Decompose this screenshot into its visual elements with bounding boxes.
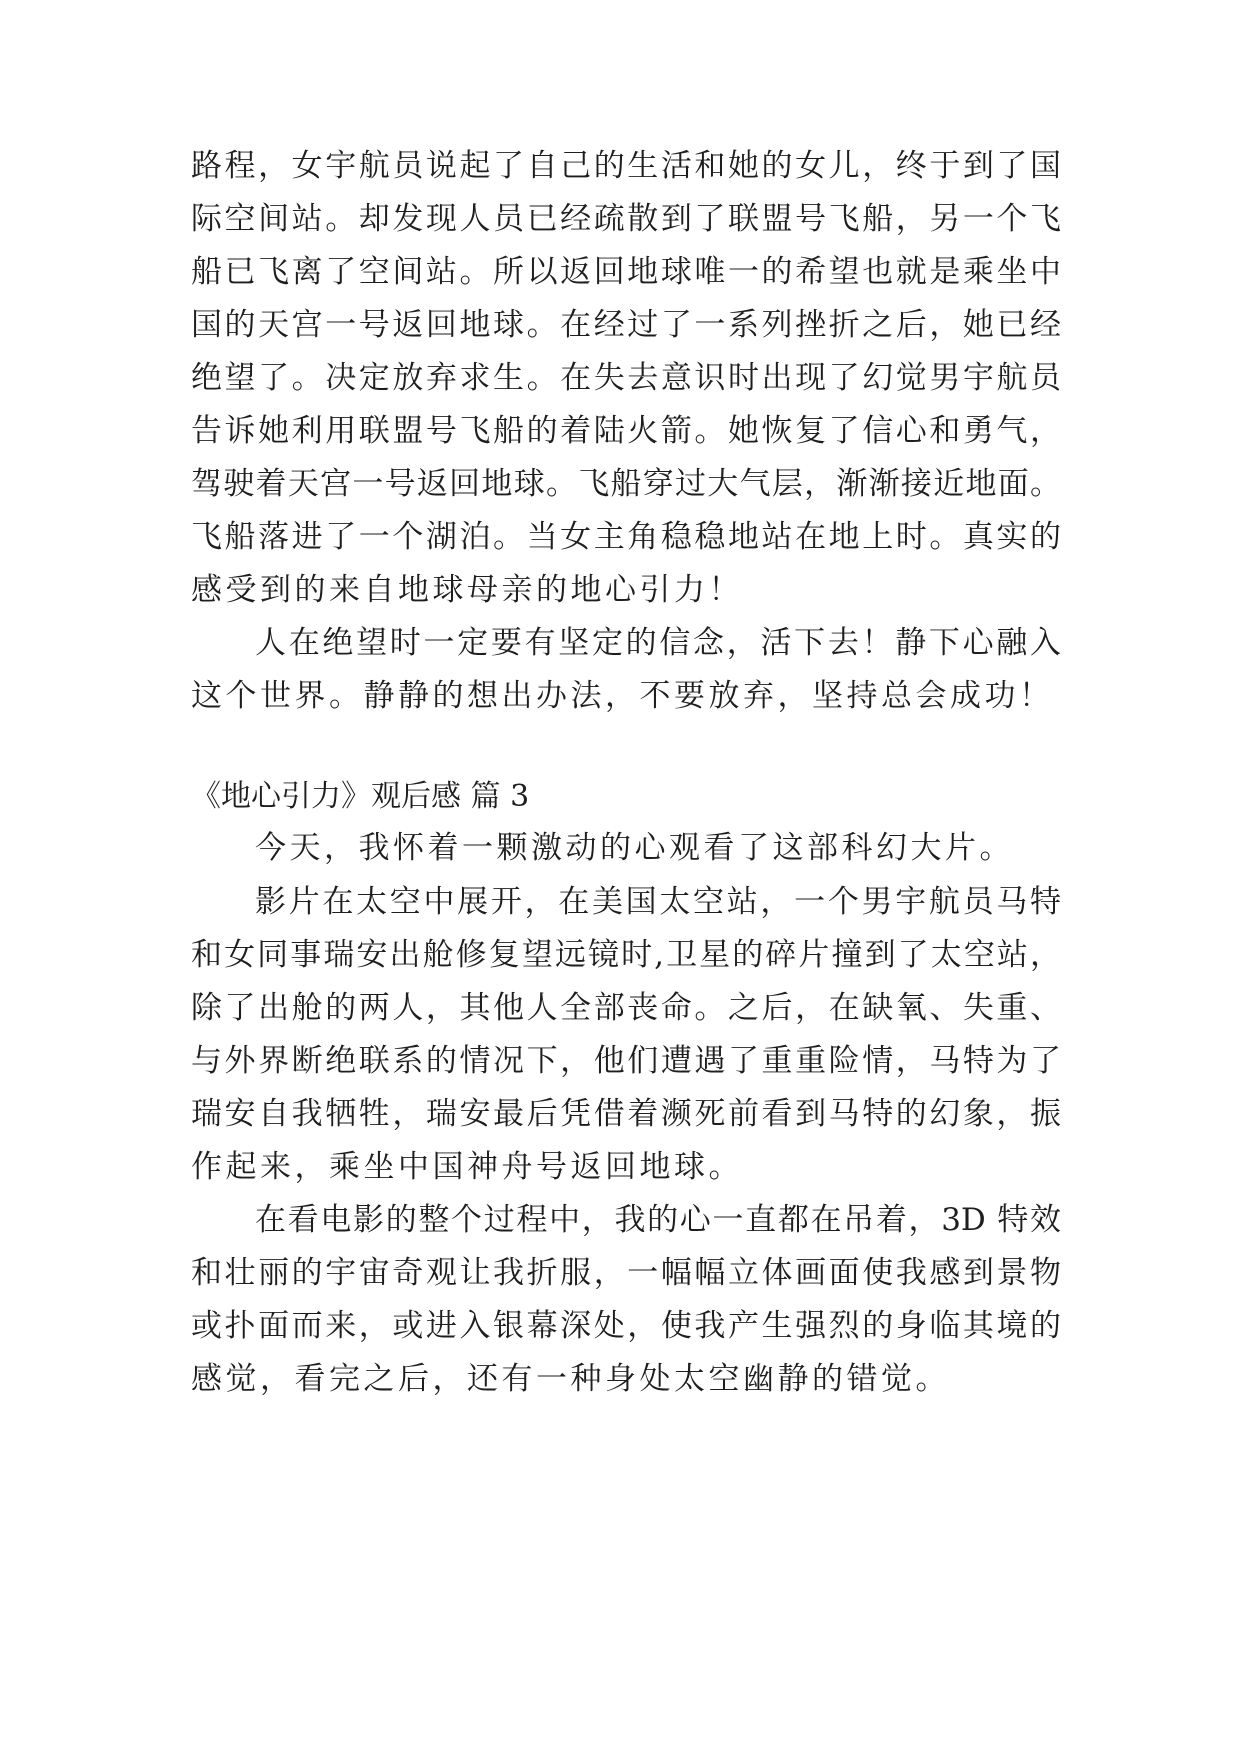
text-line: 际空间站。却发现人员已经疏散到了联盟号飞船，另一个飞: [191, 201, 1061, 237]
text-line: 和女同事瑞安出舱修复望远镜时,卫星的碎片撞到了太空站，: [191, 937, 1061, 973]
text-line: 今天，我怀着一颗激动的心观看了这部科幻大片。: [255, 830, 1014, 866]
text-line: 驾驶着天宫一号返回地球。飞船穿过大气层，渐渐接近地面。: [191, 466, 1061, 502]
text-line: 在看电影的整个过程中，我的心一直都在吊着，3D 特效: [255, 1202, 1061, 1238]
text-line: 和壮丽的宇宙奇观让我折服，一幅幅立体画面使我感到景物: [191, 1255, 1061, 1291]
text-line: 与外界断绝联系的情况下，他们遭遇了重重险情，马特为了: [191, 1043, 1061, 1079]
text-line: 感受到的来自地球母亲的地心引力！: [191, 572, 743, 608]
text-line: 船已飞离了空间站。所以返回地球唯一的希望也就是乘坐中: [191, 254, 1061, 290]
text-line: 国的天宫一号返回地球。在经过了一系列挫折之后，她已经: [191, 307, 1061, 343]
text-line: 飞船落进了一个湖泊。当女主角稳稳地站在地上时。真实的: [191, 519, 1061, 555]
text-line: 除了出舱的两人，其他人全部丧命。之后，在缺氧、失重、: [191, 990, 1061, 1026]
text-line: 人在绝望时一定要有坚定的信念，活下去！静下心融入: [255, 625, 1061, 661]
text-line: 作起来，乘坐中国神舟号返回地球。: [191, 1149, 743, 1185]
text-line: 绝望了。决定放弃求生。在失去意识时出现了幻觉男宇航员: [191, 360, 1061, 396]
text-line: 这个世界。静静的想出办法，不要放弃，坚持总会成功！: [191, 678, 1054, 714]
text-line: 告诉她利用联盟号飞船的着陆火箭。她恢复了信心和勇气，: [191, 413, 1061, 449]
text-line: 路程，女宇航员说起了自己的生活和她的女儿，终于到了国: [191, 148, 1061, 184]
text-line: 或扑面而来，或进入银幕深处，使我产生强烈的身临其境的: [191, 1308, 1061, 1344]
text-line: 影片在太空中展开，在美国太空站，一个男宇航员马特: [255, 884, 1061, 920]
text-line: 瑞安自我牺牲，瑞安最后凭借着濒死前看到马特的幻象，振: [191, 1096, 1061, 1132]
text-line: 感觉，看完之后，还有一种身处太空幽静的错觉。: [191, 1361, 950, 1397]
section-title: 《地心引力》观后感 篇 3: [191, 779, 530, 814]
